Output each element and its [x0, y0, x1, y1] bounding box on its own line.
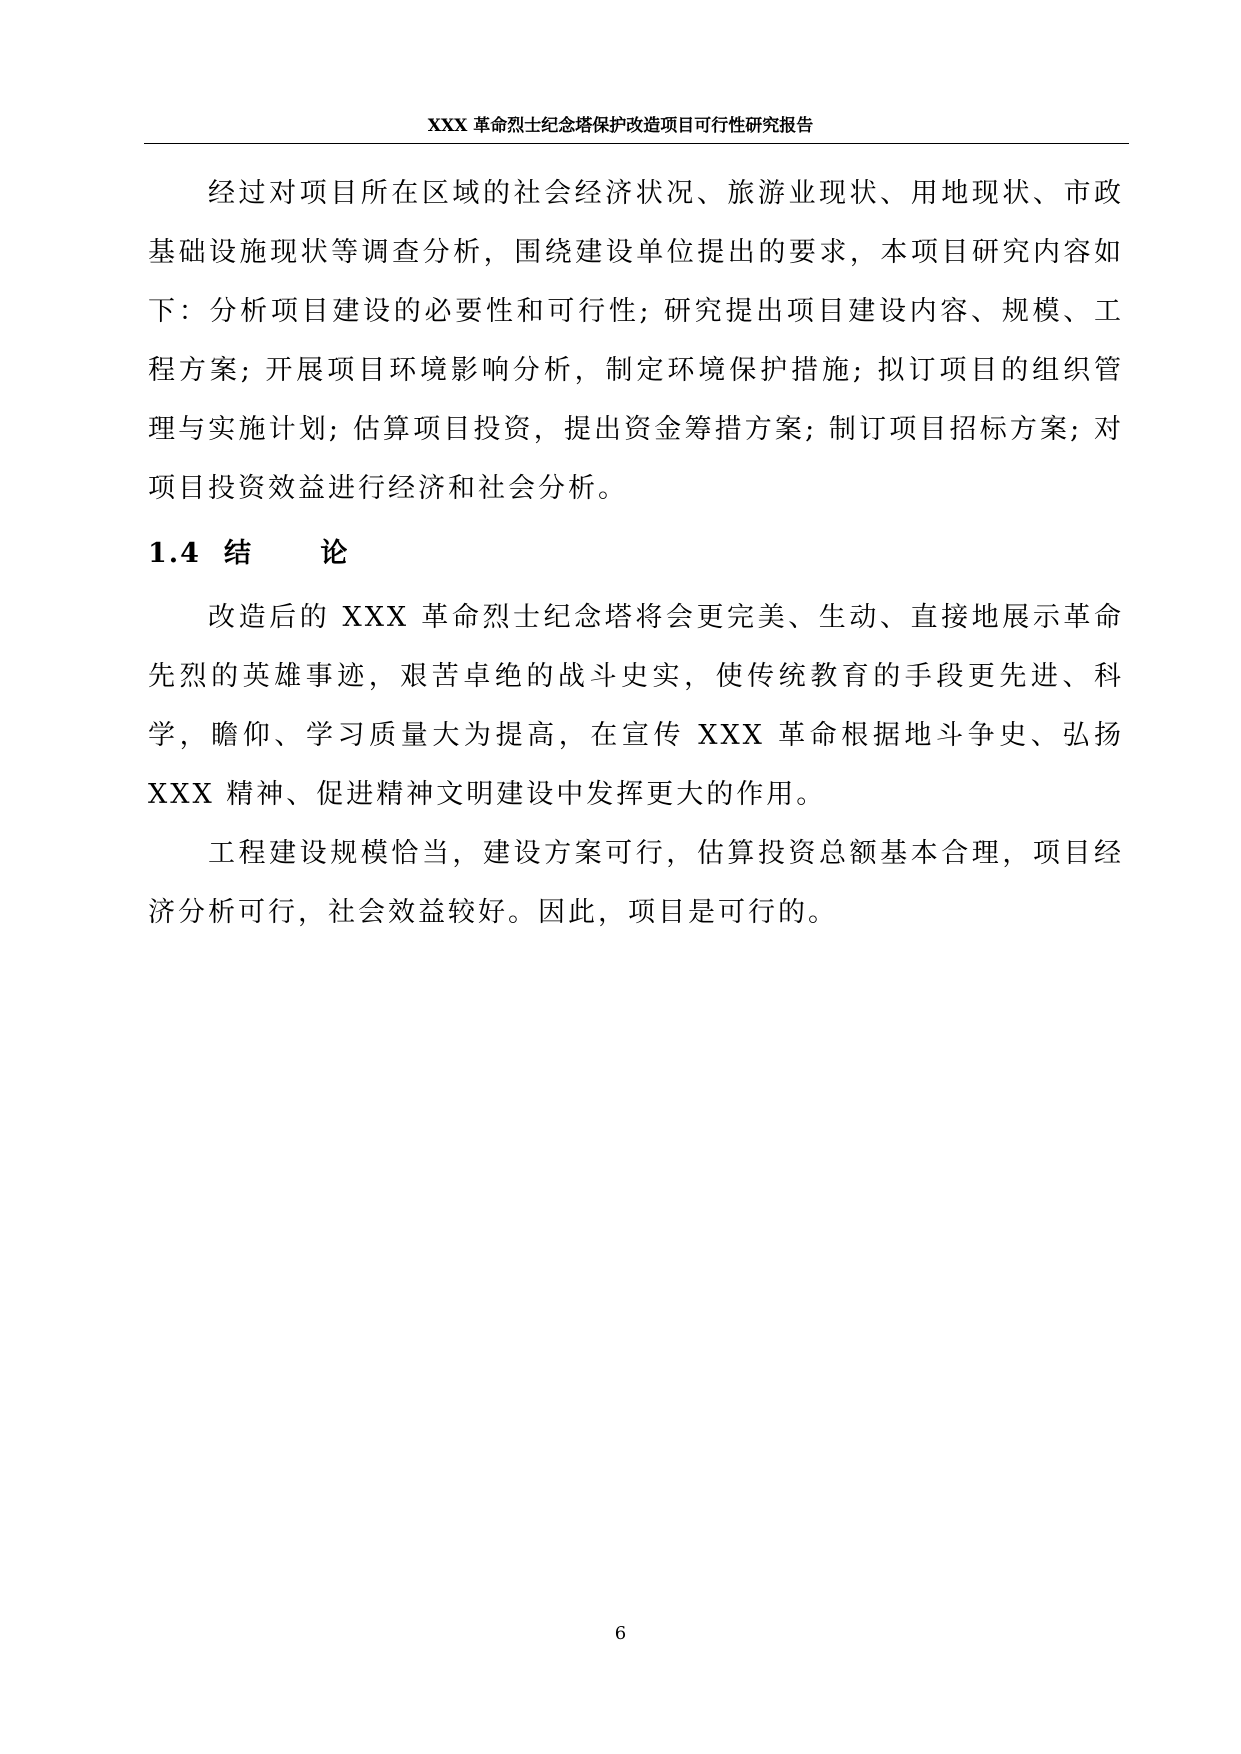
body-paragraph: 经过对项目所在区域的社会经济状况、旅游业现状、用地现状、市政基础设施现状等调查分析，围绕建设单位提出的要求，本项目研究内容如下：分析项目建设的必要性和可行性; 研究提出项目建设内容、规模、工程方案; 开展项目环境影响分析，制定环境保护措施; 拟订项目的组织管理与实施计划; 估算项目投资，提出资金筹措方案; 制订项目招标方案; 对项目投资效益进行经济和社会分析。 [148, 178, 1124, 504]
section-number: 1.4 [148, 538, 201, 569]
body-paragraph: 工程建设规模恰当，建设方案可行，估算投资总额基本合理，项目经济分析可行，社会效益较好。因此，项目是可行的。 [148, 838, 1124, 928]
section-title: 结 论 [224, 538, 378, 569]
section-heading [148, 526, 1124, 582]
body-paragraph: 改造后的 XXX 革命烈士纪念塔将会更完美、生动、直接地展示革命先烈的英雄事迹，艰苦卓绝的战斗史实，使传统教育的手段更先进、科学，瞻仰、学习质量大为提高，在宣传 XXX 革命根据地斗争史、弘扬 XXX 精神、促进精神文明建设中发挥更大的作用。 [148, 602, 1124, 810]
header-divider [144, 143, 1129, 144]
document-header-title: XXX 革命烈士纪念塔保护改造项目可行性研究报告 [427, 116, 814, 136]
page-number: 6 [614, 1623, 627, 1644]
document-body [148, 164, 1124, 942]
